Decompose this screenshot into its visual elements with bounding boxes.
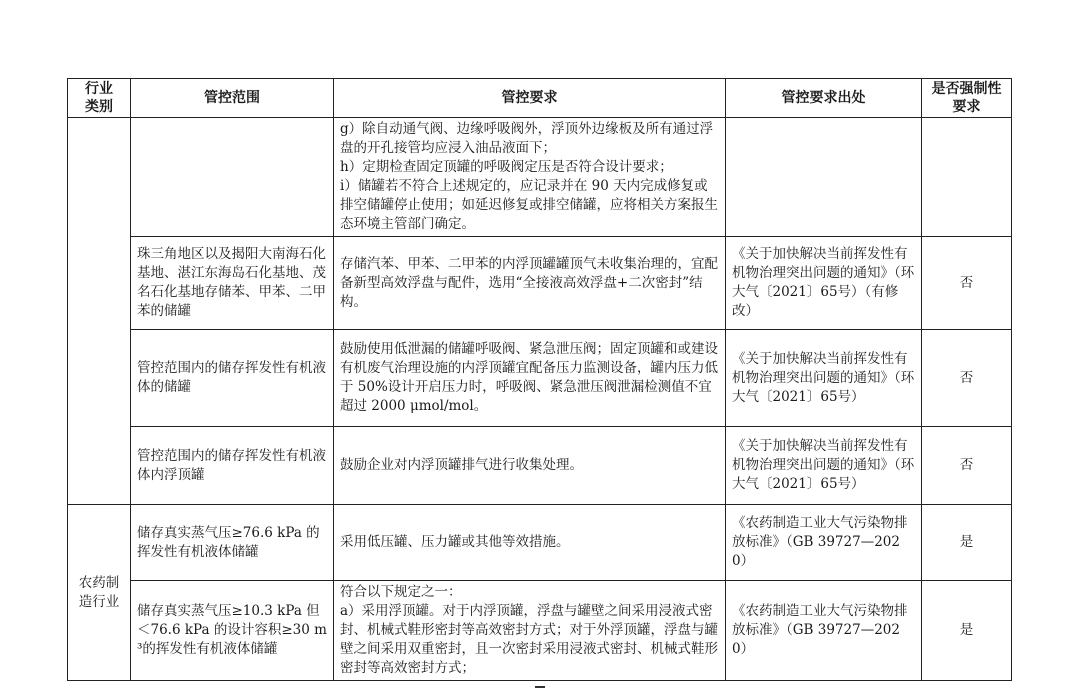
source-cell: 《农药制造工业大气污染物排放标准》（GB 39727—2020）: [726, 581, 922, 681]
source-cell: 《关于加快解决当前挥发性有机物治理突出问题的通知》（环大气〔2021〕65号）: [726, 427, 922, 505]
scope-cell: 储存真实蒸气压≥76.6 kPa 的挥发性有机液体储罐: [131, 505, 334, 581]
header-mandatory: [922, 79, 1012, 118]
industry-cell: 农药制造行业: [68, 505, 131, 681]
header-industry: [68, 79, 131, 118]
requirement-line: h）定期检查固定顶罐的呼吸阀定压是否符合设计要求；: [340, 159, 673, 175]
requirement-cell: [334, 581, 726, 681]
requirement-line: a）采用浮顶罐。对于内浮顶罐，浮盘与罐壁之间采用浸液式密封、机械式鞋形密封等高效密封方式；对于外浮顶罐，浮盘与罐壁之间采用双重密封，且一次密封采用浸液式密封、机械式鞋形密封等高效密封方式；: [340, 603, 718, 676]
header-industry-line-1: 行业: [85, 81, 113, 97]
requirement-line: 符合以下规定之一：: [340, 584, 462, 600]
table-row: [68, 581, 1012, 681]
table-row: [68, 427, 1012, 505]
source-cell: 《农药制造工业大气污染物排放标准》（GB 39727—2020）: [726, 505, 922, 581]
requirement-cell: [334, 505, 726, 581]
mandatory-cell: [922, 118, 1012, 237]
requirement-line: 鼓励使用低泄漏的储罐呼吸阀、紧急泄压阀；固定顶罐和或建设有机废气治理设施的内浮顶罐宜配备压力监测设备，罐内压力低于 50%设计开启压力时，呼吸阀、紧急泄压阀泄漏检测值不宜超过 2000 μmol/mol。: [340, 341, 718, 414]
requirement-line: 鼓励企业对内浮顶罐排气进行收集处理。: [340, 457, 583, 473]
requirement-line: g）除自动通气阀、边缘呼吸阀外，浮顶外边缘板及所有通过浮盘的开孔接管均应浸入油品液面下；: [340, 121, 714, 156]
scope-cell: [131, 118, 334, 237]
requirement-line: 存储汽苯、甲苯、二甲苯的内浮顶罐罐顶气未收集治理的，宜配备新型高效浮盘与配件，选用“全接液高效浮盘+二次密封”结构。: [340, 255, 718, 310]
mandatory-cell: 否: [922, 237, 1012, 330]
source-cell: [726, 118, 922, 237]
source-cell: 《关于加快解决当前挥发性有机物治理突出问题的通知》（环大气〔2021〕65号）（有修改）: [726, 237, 922, 330]
header-requirement: 管控要求: [334, 79, 726, 118]
scope-cell: 管控范围内的储存挥发性有机液体的储罐: [131, 330, 334, 427]
mandatory-cell: 是: [922, 581, 1012, 681]
header-mandatory-line-2: 要求: [952, 99, 981, 115]
table-row: [68, 505, 1012, 581]
page-number-fragment: [535, 686, 545, 688]
table-row: [68, 118, 1012, 237]
industry-cell-continued: [68, 118, 131, 505]
header-industry-line-2: 类别: [85, 99, 113, 115]
regulation-table: [67, 78, 1012, 681]
requirement-cell: [334, 237, 726, 330]
header-mandatory-line-1: 是否强制性: [931, 81, 1002, 97]
table-row: [68, 237, 1012, 330]
requirement-cell: [334, 118, 726, 237]
header-scope: 管控范围: [131, 79, 334, 118]
scope-cell: 管控范围内的储存挥发性有机液体内浮顶罐: [131, 427, 334, 505]
header-source: 管控要求出处: [726, 79, 922, 118]
regulation-table-page: [67, 78, 1011, 681]
requirement-cell: [334, 427, 726, 505]
requirement-line: 采用低压罐、压力罐或其他等效措施。: [340, 534, 570, 550]
mandatory-cell: 否: [922, 330, 1012, 427]
requirement-cell: [334, 330, 726, 427]
table-row: [68, 330, 1012, 427]
scope-cell: 储存真实蒸气压≥10.3 kPa 但＜76.6 kPa 的设计容积≥30 m³的挥发性有机液体储罐: [131, 581, 334, 681]
table-header-row: [68, 79, 1012, 118]
source-cell: 《关于加快解决当前挥发性有机物治理突出问题的通知》（环大气〔2021〕65号）: [726, 330, 922, 427]
requirement-line: i）储罐若不符合上述规定的，应记录并在 90 天内完成修复或排空储罐停止使用；如延迟修复或排空储罐，应将相关方案报生态环境主管部门确定。: [340, 178, 718, 232]
mandatory-cell: 否: [922, 427, 1012, 505]
scope-cell: 珠三角地区以及揭阳大南海石化基地、湛江东海岛石化基地、茂名石化基地存储苯、甲苯、二甲苯的储罐: [131, 237, 334, 330]
mandatory-cell: 是: [922, 505, 1012, 581]
